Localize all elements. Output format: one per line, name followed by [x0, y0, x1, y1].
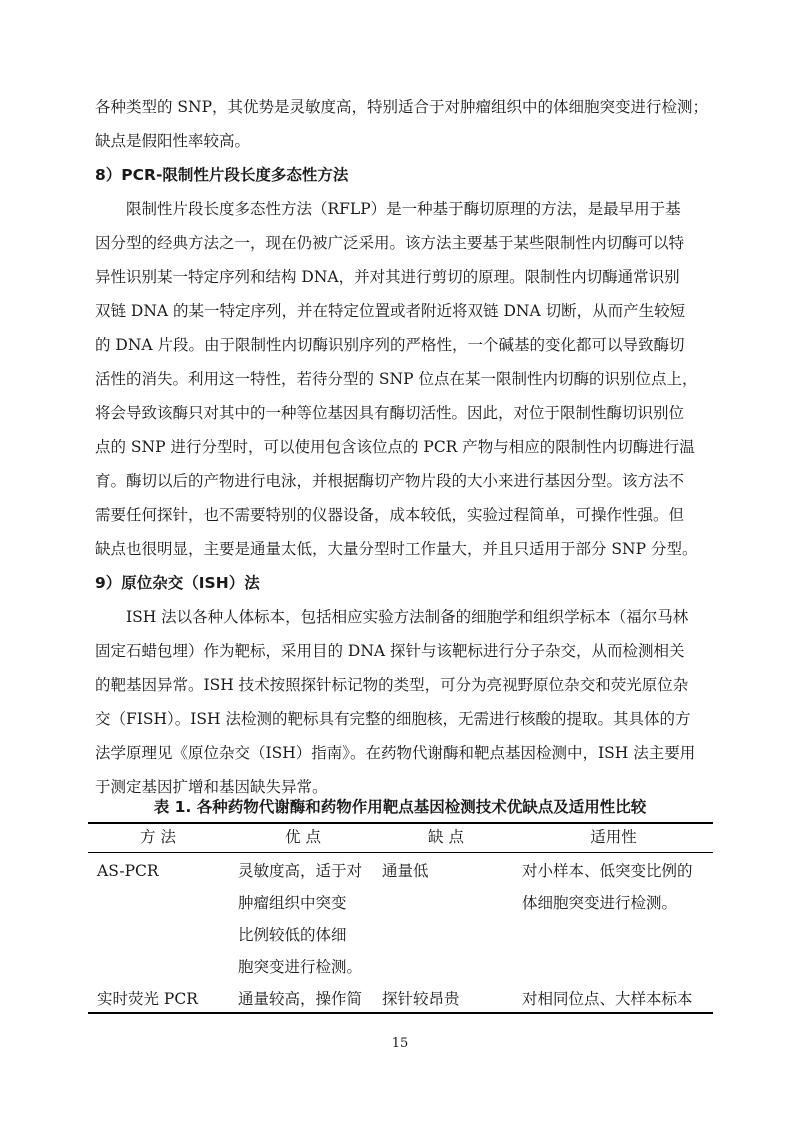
body-line: 的靶基因异常。ISH 技术按照探针标记物的类型，可分为亮视野原位杂交和荧光原位杂	[95, 676, 689, 694]
body-line: 各种类型的 SNP，其优势是灵敏度高，特别适合于对肿瘤组织中的体细胞突变进行检测；	[95, 98, 709, 116]
body-line: 固定石蜡包埋）作为靶标，采用目的 DNA 探针与该靶标进行分子杂交，从而检测相关	[95, 642, 685, 660]
table-cell-pros: 灵敏度高，适于对	[238, 862, 363, 880]
body-line: 将会导致该酶只对其中的一种等位基因具有酶切活性。因此，对位于限制性酶切识别位	[95, 404, 685, 422]
body-line: 需要任何探针，也不需要特别的仪器设备，成本较低，实验过程简单，可操作性强。但	[95, 506, 685, 524]
table-header-applicability: 适用性	[590, 828, 637, 846]
table-cell-pros: 肿瘤组织中突变	[238, 894, 347, 912]
body-line: 点的 SNP 进行分型时，可以使用包含该位点的 PCR 产物与相应的限制性内切酶进行温	[95, 438, 695, 456]
table-header-method: 方 法	[140, 828, 176, 846]
table-header-rule	[88, 852, 713, 853]
body-line: 缺点是假阳性率较高。	[95, 132, 251, 150]
body-line: 于测定基因扩增和基因缺失异常。	[95, 778, 328, 796]
body-line: 的 DNA 片段。由于限制性内切酶识别序列的严格性，一个碱基的变化都可以导致酶切	[95, 336, 685, 354]
section-heading-9: 9）原位杂交（ISH）法	[95, 574, 260, 592]
body-line: 双链 DNA 的某一特定序列，并在特定位置或者附近将双链 DNA 切断，从而产生较短	[95, 302, 686, 320]
body-line: 因分型的经典方法之一，现在仍被广泛采用。该方法主要基于某些限制性内切酶可以特	[95, 234, 685, 252]
table-cell-applicability: 体细胞突变进行检测。	[522, 894, 678, 912]
table-header-pros: 优 点	[285, 828, 321, 846]
body-line: 异性识别某一特定序列和结构 DNA，并对其进行剪切的原理。限制性内切酶通常识别	[95, 268, 680, 286]
body-line: 法学原理见《原位杂交（ISH）指南》。在药物代谢酶和靶点基因检测中，ISH 法主要用	[95, 744, 696, 762]
table-header-cons: 缺 点	[428, 828, 464, 846]
table-cell-method: AS-PCR	[97, 862, 159, 880]
body-line: 限制性片段长度多态性方法（RFLP）是一种基于酶切原理的方法，是最早用于基	[126, 200, 681, 218]
body-line: 交（FISH）。ISH 法检测的靶标具有完整的细胞核，无需进行核酸的提取。其具体的方	[95, 710, 691, 728]
table-cell-applicability: 对小样本、低突变比例的	[522, 862, 693, 880]
table-cell-pros: 胞突变进行检测。	[238, 958, 363, 976]
table-cell-cons: 通量低	[382, 862, 429, 880]
table-cell-pros: 比例较低的体细	[238, 926, 347, 944]
page-number: 15	[391, 1036, 409, 1051]
table-cell-cons: 探针较昂贵	[382, 990, 460, 1008]
table-cell-pros: 通量较高，操作简	[238, 990, 363, 1008]
table-cell-method: 实时荧光 PCR	[97, 990, 198, 1008]
body-line: ISH 法以各种人体标本，包括相应实验方法制备的细胞学和组织学标本（福尔马林	[126, 608, 689, 626]
body-line: 活性的消失。利用这一特性，若待分型的 SNP 位点在某一限制性内切酶的识别位点上，	[95, 370, 698, 388]
body-line: 育。酶切以后的产物进行电泳，并根据酶切产物片段的大小来进行基因分型。该方法不	[95, 472, 685, 490]
table-bottom-rule	[88, 1012, 713, 1014]
section-heading-8: 8）PCR-限制性片段长度多态性方法	[95, 166, 349, 184]
body-line: 缺点也很明显，主要是通量太低，大量分型时工作量大，并且只适用于部分 SNP 分型。	[95, 540, 698, 558]
table-top-rule	[88, 822, 713, 824]
table-caption: 表 1. 各种药物代谢酶和药物作用靶点基因检测技术优缺点及适用性比较	[153, 798, 647, 816]
table-cell-applicability: 对相同位点、大样本标本	[522, 990, 693, 1008]
